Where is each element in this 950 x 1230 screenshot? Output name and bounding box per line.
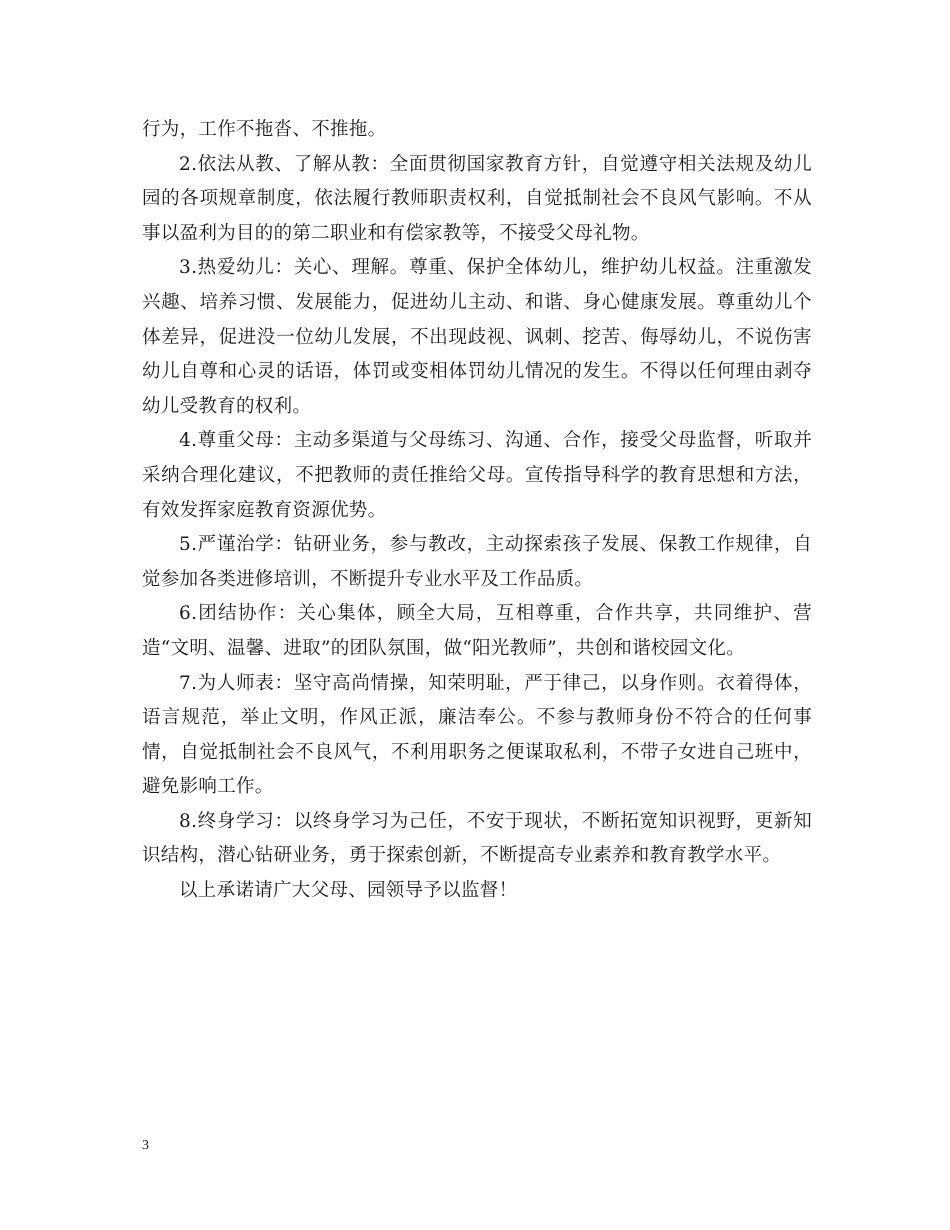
paragraph-item-7: 7.为人师表：坚守高尚情操，知荣明耻，严于律己，以身作则。衣着得体，语言规范，举止文明，作风正派，廉洁奉公。不参与教师身份不符合的任何事情，自觉抵制社会不良风气，不利用职务之便谋取私利，不带子女进自己班中，避免影响工作。 xyxy=(142,672,812,798)
paragraph-continuation: 行为，工作不拖沓、不推拖。 xyxy=(142,119,387,140)
paragraph-closing: 以上承诺请广大父母、园领导予以监督！ xyxy=(179,880,518,902)
paragraph-item-2: 2.依法从教、了解从教：全面贯彻国家教育方针，自觉遵守相关法规及幼儿园的各项规章制度，依法履行教师职责权利，自觉抵制社会不良风气影响。不从事以盈利为目的的第二职业和有偿家教等，不接受父母礼物。 xyxy=(142,153,812,244)
document-body xyxy=(142,113,812,909)
paragraph-item-4: 4.尊重父母：主动多渠道与父母练习、沟通、合作，接受父母监督，听取并采纳合理化建议，不把教师的责任推给父母。宣传指导科学的教育思想和方法，有效发挥家庭教育资源优势。 xyxy=(142,430,812,521)
paragraph-item-6: 6.团结协作：关心集体，顾全大局，互相尊重，合作共享，共同维护、营造“文明、温馨、进取”的团队氛围，做“阳光教师”，共创和谐校园文化。 xyxy=(142,603,812,659)
paragraph-item-3: 3.热爱幼儿：关心、理解。尊重、保护全体幼儿，维护幼儿权益。注重激发兴趣、培养习惯、发展能力，促进幼儿主动、和谐、身心健康发展。尊重幼儿个体差异，促进没一位幼儿发展，不出现歧视、讽刺、挖苦、侮辱幼儿，不说伤害幼儿自尊和心灵的话语，体罚或变相体罚幼儿情况的发生。不得以任何理由剥夺幼儿受教育的权利。 xyxy=(142,257,812,417)
paragraph-item-5: 5.严谨治学：钻研业务，参与教改，主动探索孩子发展、保教工作规律，自觉参加各类进修培训，不断提升专业水平及工作品质。 xyxy=(142,534,812,590)
page-number: 3 xyxy=(142,1138,149,1153)
paragraph-item-8: 8.终身学习：以终身学习为己任，不安于现状，不断拓宽知识视野，更新知识结构，潜心钻研业务，勇于探索创新，不断提高专业素养和教育教学水平。 xyxy=(142,810,812,867)
